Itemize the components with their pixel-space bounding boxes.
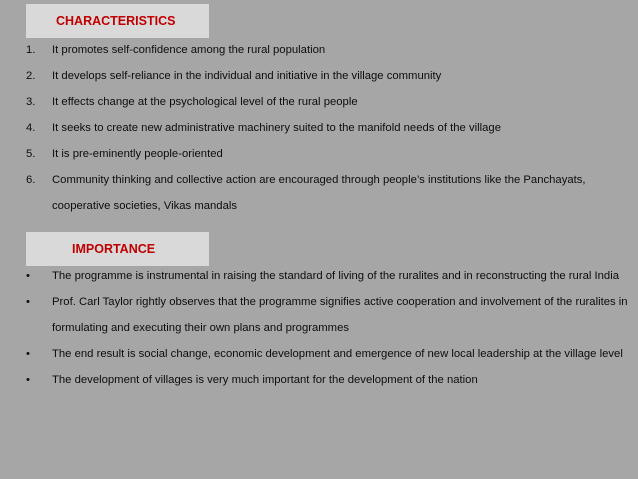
list-item	[26, 141, 632, 167]
list-item	[26, 289, 632, 341]
list-item	[26, 263, 632, 289]
bullet-marker: •	[26, 348, 30, 360]
list-item-text: It develops self-reliance in the individual and initiative in the village community	[52, 70, 442, 82]
list-item-text: It seeks to create new administrative machinery suited to the manifold needs of the village	[52, 122, 501, 134]
list-item-text: Prof. Carl Taylor rightly observes that the programme signifies active cooperation and involvement of the ruralites in formulating and executing their own plans and programmes	[52, 296, 628, 334]
list-item	[26, 37, 632, 63]
list-item-text: Community thinking and collective action are encouraged through people’s institutions like the Panchayats, cooperative societies, Vikas mandals	[52, 174, 586, 212]
bullet-marker: •	[26, 296, 30, 308]
list-item-text: It promotes self-confidence among the rural population	[52, 44, 326, 56]
characteristics-heading: CHARACTERISTICS	[56, 14, 176, 28]
list-item-text: The development of villages is very much important for the development of the nation	[52, 374, 478, 386]
list-item-text: The programme is instrumental in raising the standard of living of the ruralites and in reconstructing the rural India	[52, 270, 620, 282]
bullet-marker: •	[26, 374, 30, 386]
list-marker: 1.	[26, 44, 36, 56]
list-marker: 5.	[26, 148, 36, 160]
characteristics-heading-box	[26, 4, 209, 38]
list-marker: 4.	[26, 122, 36, 134]
list-marker: 2.	[26, 70, 36, 82]
list-item	[26, 367, 632, 393]
importance-heading-box	[26, 232, 209, 266]
list-item-text: It effects change at the psychological level of the rural people	[52, 96, 358, 108]
bullet-marker: •	[26, 270, 30, 282]
list-item-text: The end result is social change, economic development and emergence of new local leadership at the village level	[52, 348, 623, 360]
list-item	[26, 115, 632, 141]
importance-heading: IMPORTANCE	[72, 242, 156, 256]
list-marker: 6.	[26, 174, 36, 186]
list-item	[26, 63, 632, 89]
list-item	[26, 167, 632, 219]
list-item-text: It is pre-eminently people-oriented	[52, 148, 223, 160]
list-item	[26, 341, 632, 367]
characteristics-list	[26, 37, 632, 219]
list-marker: 3.	[26, 96, 36, 108]
importance-list	[26, 263, 632, 393]
list-item	[26, 89, 632, 115]
